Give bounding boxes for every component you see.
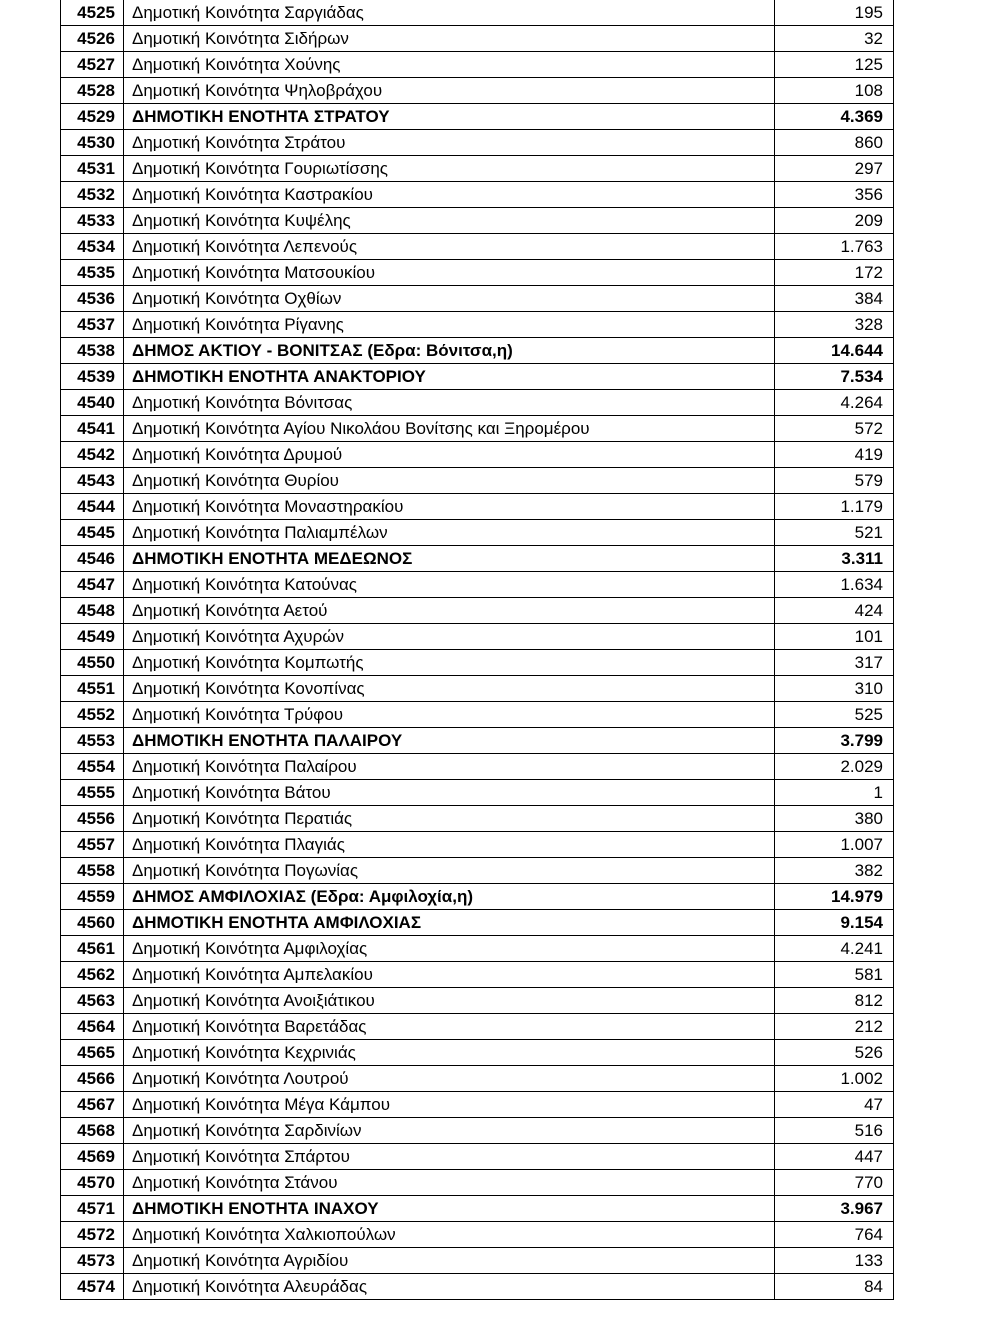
table-row xyxy=(61,1222,894,1248)
table-row xyxy=(61,910,894,936)
row-name-cell: ΔΗΜΟΤΙΚΗ ΕΝΟΤΗΤΑ ΠΑΛΑΙΡΟΥ xyxy=(124,728,775,754)
row-code-cell: 4563 xyxy=(61,988,124,1014)
document-page xyxy=(60,0,893,1300)
row-code-cell: 4567 xyxy=(61,1092,124,1118)
row-population-cell: 384 xyxy=(775,286,894,312)
row-code-cell: 4554 xyxy=(61,754,124,780)
row-name-cell: Δημοτική Κοινότητα Χαλκιοπούλων xyxy=(124,1222,775,1248)
table-row xyxy=(61,650,894,676)
row-name-cell: ΔΗΜΟΤΙΚΗ ΕΝΟΤΗΤΑ ΑΜΦΙΛΟΧΙΑΣ xyxy=(124,910,775,936)
row-population-cell: 7.534 xyxy=(775,364,894,390)
row-name-cell: Δημοτική Κοινότητα Ανοιξιάτικου xyxy=(124,988,775,1014)
row-code-cell: 4525 xyxy=(61,0,124,26)
row-name-cell: ΔΗΜΟΣ ΑΚΤΙΟΥ - ΒΟΝΙΤΣΑΣ (Εδρα: Βόνιτσα,η) xyxy=(124,338,775,364)
row-code-cell: 4569 xyxy=(61,1144,124,1170)
table-row xyxy=(61,1144,894,1170)
row-code-cell: 4562 xyxy=(61,962,124,988)
row-population-cell: 317 xyxy=(775,650,894,676)
row-population-cell: 328 xyxy=(775,312,894,338)
row-name-cell: Δημοτική Κοινότητα Βαρετάδας xyxy=(124,1014,775,1040)
row-name-cell: Δημοτική Κοινότητα Σαργιάδας xyxy=(124,0,775,26)
row-population-cell: 133 xyxy=(775,1248,894,1274)
row-name-cell: Δημοτική Κοινότητα Παλαίρου xyxy=(124,754,775,780)
row-code-cell: 4548 xyxy=(61,598,124,624)
row-name-cell: Δημοτική Κοινότητα Αγριδίου xyxy=(124,1248,775,1274)
row-code-cell: 4529 xyxy=(61,104,124,130)
row-name-cell: Δημοτική Κοινότητα Σιδήρων xyxy=(124,26,775,52)
row-population-cell: 3.799 xyxy=(775,728,894,754)
row-code-cell: 4550 xyxy=(61,650,124,676)
table-row xyxy=(61,624,894,650)
table-row xyxy=(61,572,894,598)
row-name-cell: Δημοτική Κοινότητα Αετού xyxy=(124,598,775,624)
row-population-cell: 4.241 xyxy=(775,936,894,962)
row-code-cell: 4571 xyxy=(61,1196,124,1222)
row-population-cell: 1.007 xyxy=(775,832,894,858)
row-name-cell: Δημοτική Κοινότητα Πογωνίας xyxy=(124,858,775,884)
row-population-cell: 516 xyxy=(775,1118,894,1144)
row-population-cell: 1.634 xyxy=(775,572,894,598)
row-name-cell: Δημοτική Κοινότητα Παλιαμπέλων xyxy=(124,520,775,546)
row-name-cell: Δημοτική Κοινότητα Κονοπίνας xyxy=(124,676,775,702)
table-row xyxy=(61,286,894,312)
row-population-cell: 581 xyxy=(775,962,894,988)
row-name-cell: Δημοτική Κοινότητα Οχθίων xyxy=(124,286,775,312)
row-code-cell: 4538 xyxy=(61,338,124,364)
table-row xyxy=(61,1014,894,1040)
row-name-cell: Δημοτική Κοινότητα Θυρίου xyxy=(124,468,775,494)
table-row xyxy=(61,416,894,442)
table-row xyxy=(61,104,894,130)
row-code-cell: 4540 xyxy=(61,390,124,416)
row-population-cell: 572 xyxy=(775,416,894,442)
row-population-cell: 32 xyxy=(775,26,894,52)
row-name-cell: Δημοτική Κοινότητα Περατιάς xyxy=(124,806,775,832)
table-row xyxy=(61,962,894,988)
table-body xyxy=(61,0,894,1300)
row-population-cell: 1.179 xyxy=(775,494,894,520)
table-row xyxy=(61,260,894,286)
row-code-cell: 4534 xyxy=(61,234,124,260)
row-name-cell: Δημοτική Κοινότητα Σαρδινίων xyxy=(124,1118,775,1144)
row-code-cell: 4533 xyxy=(61,208,124,234)
row-name-cell: Δημοτική Κοινότητα Ρίγανης xyxy=(124,312,775,338)
table-row xyxy=(61,390,894,416)
table-row xyxy=(61,702,894,728)
row-name-cell: Δημοτική Κοινότητα Τρύφου xyxy=(124,702,775,728)
row-name-cell: Δημοτική Κοινότητα Καστρακίου xyxy=(124,182,775,208)
row-code-cell: 4559 xyxy=(61,884,124,910)
table-row xyxy=(61,988,894,1014)
row-name-cell: ΔΗΜΟΤΙΚΗ ΕΝΟΤΗΤΑ ΣΤΡΑΤΟΥ xyxy=(124,104,775,130)
table-row xyxy=(61,1066,894,1092)
row-code-cell: 4555 xyxy=(61,780,124,806)
row-population-cell: 14.644 xyxy=(775,338,894,364)
table-row xyxy=(61,728,894,754)
row-code-cell: 4566 xyxy=(61,1066,124,1092)
row-name-cell: ΔΗΜΟΤΙΚΗ ΕΝΟΤΗΤΑ ΑΝΑΚΤΟΡΙΟΥ xyxy=(124,364,775,390)
table-row xyxy=(61,780,894,806)
row-population-cell: 195 xyxy=(775,0,894,26)
table-row xyxy=(61,26,894,52)
row-code-cell: 4544 xyxy=(61,494,124,520)
row-code-cell: 4527 xyxy=(61,52,124,78)
row-code-cell: 4535 xyxy=(61,260,124,286)
row-name-cell: Δημοτική Κοινότητα Βόνιτσας xyxy=(124,390,775,416)
table-row xyxy=(61,1248,894,1274)
row-population-cell: 521 xyxy=(775,520,894,546)
row-name-cell: Δημοτική Κοινότητα Βάτου xyxy=(124,780,775,806)
row-name-cell: Δημοτική Κοινότητα Ματσουκίου xyxy=(124,260,775,286)
row-code-cell: 4565 xyxy=(61,1040,124,1066)
table-row xyxy=(61,806,894,832)
row-name-cell: Δημοτική Κοινότητα Λουτρού xyxy=(124,1066,775,1092)
row-population-cell: 356 xyxy=(775,182,894,208)
table-row xyxy=(61,1092,894,1118)
table-row xyxy=(61,1274,894,1300)
row-name-cell: Δημοτική Κοινότητα Στράτου xyxy=(124,130,775,156)
row-population-cell: 770 xyxy=(775,1170,894,1196)
row-population-cell: 310 xyxy=(775,676,894,702)
table-row xyxy=(61,338,894,364)
row-population-cell: 382 xyxy=(775,858,894,884)
row-name-cell: Δημοτική Κοινότητα Μέγα Κάμπου xyxy=(124,1092,775,1118)
row-population-cell: 525 xyxy=(775,702,894,728)
row-name-cell: Δημοτική Κοινότητα Αχυρών xyxy=(124,624,775,650)
row-code-cell: 4531 xyxy=(61,156,124,182)
row-population-cell: 297 xyxy=(775,156,894,182)
row-name-cell: Δημοτική Κοινότητα Χούνης xyxy=(124,52,775,78)
table-row xyxy=(61,156,894,182)
table-row xyxy=(61,520,894,546)
table-row xyxy=(61,312,894,338)
table-row xyxy=(61,208,894,234)
table-row xyxy=(61,442,894,468)
row-code-cell: 4549 xyxy=(61,624,124,650)
row-name-cell: Δημοτική Κοινότητα Κομπωτής xyxy=(124,650,775,676)
row-code-cell: 4573 xyxy=(61,1248,124,1274)
row-name-cell: ΔΗΜΟΤΙΚΗ ΕΝΟΤΗΤΑ ΜΕΔΕΩΝΟΣ xyxy=(124,546,775,572)
row-population-cell: 125 xyxy=(775,52,894,78)
table-row xyxy=(61,858,894,884)
row-name-cell: Δημοτική Κοινότητα Μοναστηρακίου xyxy=(124,494,775,520)
table-row xyxy=(61,1040,894,1066)
row-code-cell: 4568 xyxy=(61,1118,124,1144)
row-population-cell: 860 xyxy=(775,130,894,156)
row-code-cell: 4542 xyxy=(61,442,124,468)
row-code-cell: 4552 xyxy=(61,702,124,728)
table-row xyxy=(61,0,894,26)
row-code-cell: 4541 xyxy=(61,416,124,442)
row-code-cell: 4537 xyxy=(61,312,124,338)
row-name-cell: ΔΗΜΟΣ ΑΜΦΙΛΟΧΙΑΣ (Εδρα: Αμφιλοχία,η) xyxy=(124,884,775,910)
row-population-cell: 108 xyxy=(775,78,894,104)
row-code-cell: 4564 xyxy=(61,1014,124,1040)
table-row xyxy=(61,884,894,910)
row-population-cell: 9.154 xyxy=(775,910,894,936)
row-name-cell: Δημοτική Κοινότητα Πλαγιάς xyxy=(124,832,775,858)
row-name-cell: Δημοτική Κοινότητα Ψηλοβράχου xyxy=(124,78,775,104)
row-code-cell: 4572 xyxy=(61,1222,124,1248)
row-code-cell: 4539 xyxy=(61,364,124,390)
row-population-cell: 447 xyxy=(775,1144,894,1170)
row-code-cell: 4558 xyxy=(61,858,124,884)
row-population-cell: 209 xyxy=(775,208,894,234)
row-population-cell: 47 xyxy=(775,1092,894,1118)
table-row xyxy=(61,78,894,104)
row-name-cell: Δημοτική Κοινότητα Σπάρτου xyxy=(124,1144,775,1170)
row-population-cell: 4.369 xyxy=(775,104,894,130)
row-name-cell: Δημοτική Κοινότητα Δρυμού xyxy=(124,442,775,468)
row-code-cell: 4574 xyxy=(61,1274,124,1300)
table-row xyxy=(61,130,894,156)
table-row xyxy=(61,1118,894,1144)
table-row xyxy=(61,598,894,624)
row-code-cell: 4547 xyxy=(61,572,124,598)
row-name-cell: Δημοτική Κοινότητα Αλευράδας xyxy=(124,1274,775,1300)
row-name-cell: Δημοτική Κοινότητα Αμφιλοχίας xyxy=(124,936,775,962)
row-population-cell: 84 xyxy=(775,1274,894,1300)
table-row xyxy=(61,468,894,494)
row-code-cell: 4551 xyxy=(61,676,124,702)
row-name-cell: Δημοτική Κοινότητα Λεπενούς xyxy=(124,234,775,260)
row-population-cell: 812 xyxy=(775,988,894,1014)
table-row xyxy=(61,936,894,962)
row-code-cell: 4532 xyxy=(61,182,124,208)
row-population-cell: 764 xyxy=(775,1222,894,1248)
table-row xyxy=(61,52,894,78)
row-population-cell: 212 xyxy=(775,1014,894,1040)
row-code-cell: 4528 xyxy=(61,78,124,104)
table-row xyxy=(61,754,894,780)
population-table xyxy=(60,0,894,1300)
row-name-cell: Δημοτική Κοινότητα Γουριωτίσσης xyxy=(124,156,775,182)
row-population-cell: 424 xyxy=(775,598,894,624)
row-code-cell: 4561 xyxy=(61,936,124,962)
row-population-cell: 579 xyxy=(775,468,894,494)
row-code-cell: 4557 xyxy=(61,832,124,858)
row-population-cell: 419 xyxy=(775,442,894,468)
row-code-cell: 4536 xyxy=(61,286,124,312)
row-population-cell: 1.002 xyxy=(775,1066,894,1092)
row-population-cell: 101 xyxy=(775,624,894,650)
row-population-cell: 172 xyxy=(775,260,894,286)
row-name-cell: Δημοτική Κοινότητα Κατούνας xyxy=(124,572,775,598)
table-row xyxy=(61,832,894,858)
row-population-cell: 4.264 xyxy=(775,390,894,416)
row-code-cell: 4546 xyxy=(61,546,124,572)
row-population-cell: 380 xyxy=(775,806,894,832)
row-code-cell: 4556 xyxy=(61,806,124,832)
row-population-cell: 14.979 xyxy=(775,884,894,910)
row-population-cell: 526 xyxy=(775,1040,894,1066)
row-population-cell: 3.311 xyxy=(775,546,894,572)
table-row xyxy=(61,546,894,572)
row-code-cell: 4553 xyxy=(61,728,124,754)
row-name-cell: Δημοτική Κοινότητα Κεχρινιάς xyxy=(124,1040,775,1066)
row-code-cell: 4543 xyxy=(61,468,124,494)
table-row xyxy=(61,494,894,520)
table-row xyxy=(61,364,894,390)
table-row xyxy=(61,1170,894,1196)
row-population-cell: 3.967 xyxy=(775,1196,894,1222)
row-name-cell: Δημοτική Κοινότητα Αγίου Νικολάου Βονίτσης και Ξηρομέρου xyxy=(124,416,775,442)
row-name-cell: Δημοτική Κοινότητα Στάνου xyxy=(124,1170,775,1196)
row-population-cell: 1.763 xyxy=(775,234,894,260)
row-code-cell: 4545 xyxy=(61,520,124,546)
row-code-cell: 4560 xyxy=(61,910,124,936)
table-row xyxy=(61,182,894,208)
row-name-cell: Δημοτική Κοινότητα Κυψέλης xyxy=(124,208,775,234)
table-row xyxy=(61,234,894,260)
table-row xyxy=(61,676,894,702)
row-name-cell: ΔΗΜΟΤΙΚΗ ΕΝΟΤΗΤΑ ΙΝΑΧΟΥ xyxy=(124,1196,775,1222)
row-code-cell: 4530 xyxy=(61,130,124,156)
row-name-cell: Δημοτική Κοινότητα Αμπελακίου xyxy=(124,962,775,988)
row-code-cell: 4570 xyxy=(61,1170,124,1196)
row-population-cell: 2.029 xyxy=(775,754,894,780)
row-population-cell: 1 xyxy=(775,780,894,806)
table-row xyxy=(61,1196,894,1222)
row-code-cell: 4526 xyxy=(61,26,124,52)
